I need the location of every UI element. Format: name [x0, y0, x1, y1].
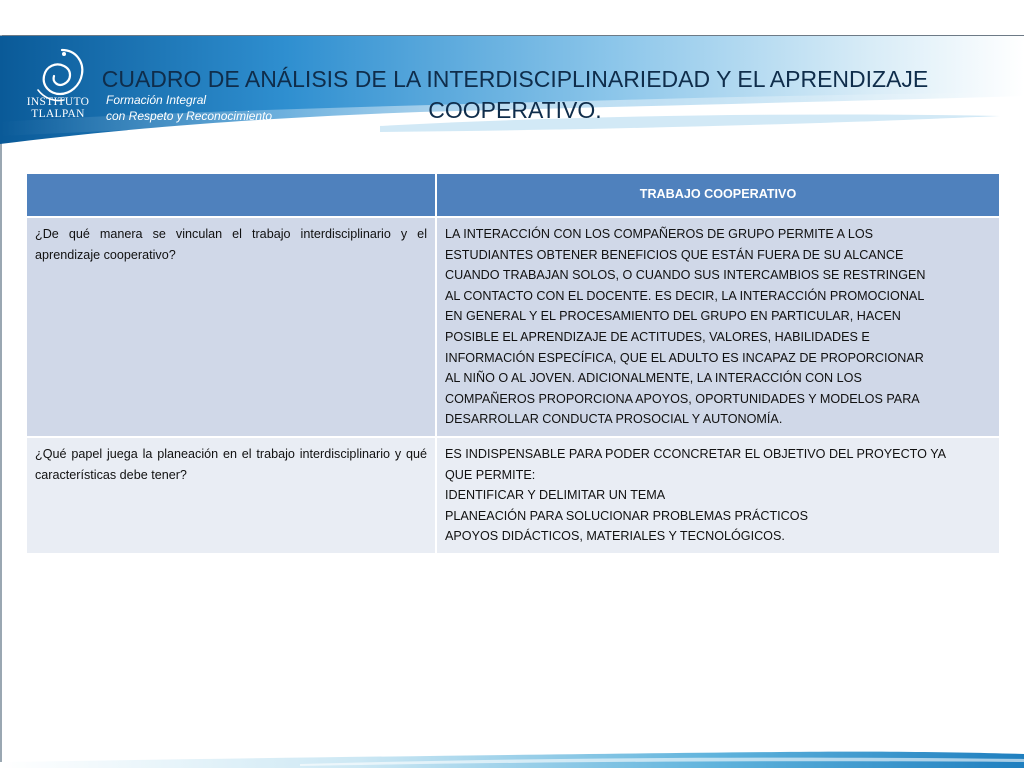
answer-line: QUE PERMITE: — [445, 467, 536, 482]
page-title-line: COOPERATIVO. — [428, 97, 602, 123]
answer-line: AL CONTACTO CON EL DOCENTE. ES DECIR, LA INTERACCIÓN PROMOCIONAL — [445, 288, 925, 303]
answer-line: DESARROLLAR CONDUCTA PROSOCIAL Y AUTONOMÍA. — [445, 412, 783, 427]
answer-line: LA INTERACCIÓN CON LOS COMPAÑEROS DE GRUPO PERMITE A LOS — [445, 227, 874, 241]
answer-line: POSIBLE EL APRENDIZAJE DE ACTITUDES, VALORES, HABILIDADES E — [445, 329, 870, 344]
institution-name — [22, 96, 94, 120]
tagline-line: Formación Integral — [106, 93, 207, 107]
answer-line: EN GENERAL Y EL PROCESAMIENTO DEL GRUPO EN PARTICULAR, HACEN — [445, 309, 901, 324]
table-row — [26, 437, 1000, 554]
question-cell: ¿De qué manera se vinculan el trabajo interdisciplinario y el aprendizaje cooperativo? — [26, 217, 436, 437]
answer-cell — [436, 437, 1000, 554]
answer-cell — [436, 217, 1000, 437]
answer-line: AL NIÑO O AL JOVEN. ADICIONALMENTE, LA INTERACCIÓN CON LOS — [445, 371, 862, 386]
answer-line: COMPAÑEROS PROPORCIONA APOYOS, OPORTUNIDADES Y MODELOS PARA — [445, 391, 920, 406]
answer-line: ESTUDIANTES OBTENER BENEFICIOS QUE ESTÁN FUERA DE SU ALCANCE — [445, 247, 904, 262]
table-header-row — [26, 173, 1000, 217]
institution-name-line: TLALPAN — [31, 108, 85, 120]
answer-line: APOYOS DIDÁCTICOS, MATERIALES Y TECNOLÓGICOS. — [445, 529, 785, 544]
page-title-line: CUADRO DE ANÁLISIS DE LA INTERDISCIPLINARIEDAD Y EL APRENDIZAJE — [101, 66, 929, 92]
answer-line: CUANDO TRABAJAN SOLOS, O CUANDO SUS INTERCAMBIOS SE RESTRINGEN — [445, 268, 926, 283]
question-cell: ¿Qué papel juega la planeación en el trabajo interdisciplinario y qué características debe tener? — [26, 437, 436, 554]
answer-line: PLANEACIÓN PARA SOLUCIONAR PROBLEMAS PRÁCTICOS — [445, 508, 808, 523]
institution-name-line: INSTITUTO — [26, 96, 90, 108]
answer-line: INFORMACIÓN ESPECÍFICA, QUE EL ADULTO ES INCAPAZ DE PROPORCIONAR — [445, 350, 924, 365]
footer-wave — [0, 728, 1024, 768]
answer-line: ES INDISPENSABLE PARA PODER CCONCRETAR EL OBJETIVO DEL PROYECTO YA — [445, 446, 947, 461]
answer-line: IDENTIFICAR Y DELIMITAR UN TEMA — [445, 488, 666, 503]
table-row — [26, 217, 1000, 437]
tagline-line: con Respeto y Reconocimiento — [106, 109, 273, 123]
table-header-cell-empty — [26, 173, 436, 217]
page-title — [100, 64, 930, 126]
table-header-cell-cooperative-work: TRABAJO COOPERATIVO — [436, 173, 1000, 217]
analysis-table — [25, 172, 1001, 555]
